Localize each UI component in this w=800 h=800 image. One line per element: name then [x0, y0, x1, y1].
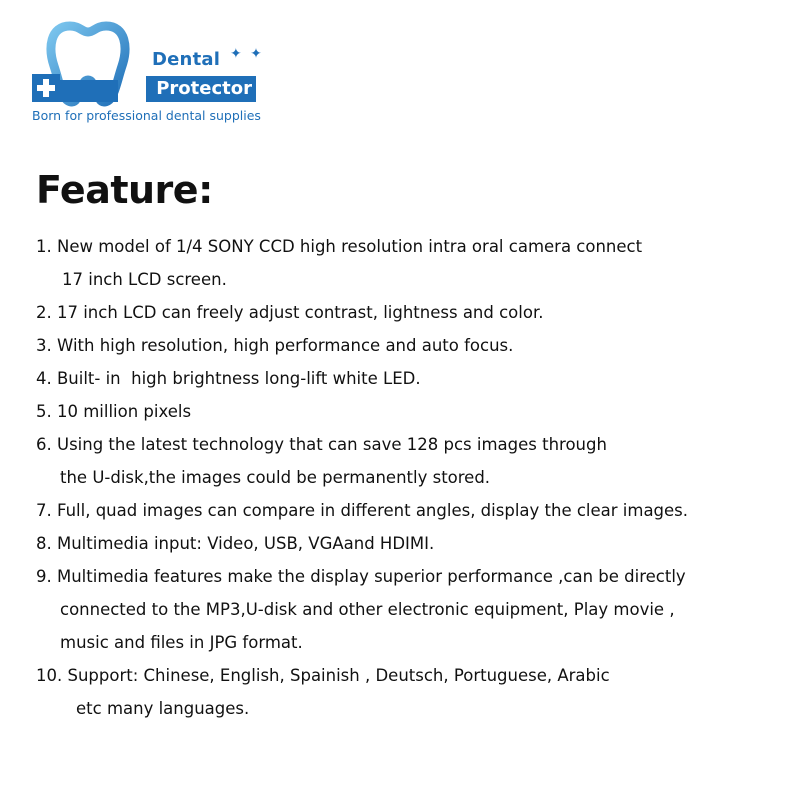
- feature-text: 1. New model of 1/4 SONY CCD high resolution intra oral camera connect: [36, 237, 643, 256]
- list-item: [36, 329, 786, 362]
- feature-text-continued: music and files in JPG format.: [60, 633, 303, 652]
- list-item: [36, 527, 786, 560]
- feature-text: 7. Full, quad images can compare in different angles, display the clear images.: [36, 501, 689, 520]
- feature-text: 3. With high resolution, high performance and auto focus.: [36, 336, 514, 355]
- feature-text-continued: 17 inch LCD screen.: [62, 270, 227, 289]
- list-item: [36, 560, 786, 659]
- brand-tagline: Born for professional dental supplies: [32, 108, 261, 123]
- list-item: [36, 230, 786, 296]
- brand-logo: [30, 18, 270, 128]
- sparkle-icon: ✦ ✦: [230, 46, 264, 62]
- list-item: [36, 494, 786, 527]
- feature-text-continued: etc many languages.: [76, 699, 250, 718]
- list-item: [36, 296, 786, 329]
- tooth-icon: [30, 18, 150, 108]
- page-title: Feature:: [36, 168, 213, 212]
- feature-text: 4. Built- in high brightness long-lift white LED.: [36, 369, 421, 388]
- list-item: [36, 659, 786, 725]
- feature-text: 9. Multimedia features make the display superior performance ,can be directly: [36, 567, 686, 586]
- feature-text: 5. 10 million pixels: [36, 402, 192, 421]
- list-item: [36, 428, 786, 494]
- feature-list: [36, 230, 786, 725]
- feature-text: 2. 17 inch LCD can freely adjust contrast, lightness and color.: [36, 303, 544, 322]
- list-item: [36, 362, 786, 395]
- feature-text-continued: connected to the MP3,U-disk and other electronic equipment, Play movie ,: [60, 600, 675, 619]
- brand-name-line2: Protector: [146, 76, 256, 102]
- list-item: [36, 395, 786, 428]
- feature-text-continued: the U-disk,the images could be permanently stored.: [60, 468, 491, 487]
- feature-text: 10. Support: Chinese, English, Spainish , Deutsch, Portuguese, Arabic: [36, 666, 610, 685]
- brand-name-line1: Dental: [152, 49, 221, 70]
- feature-text: 8. Multimedia input: Video, USB, VGAand HDIMI.: [36, 534, 435, 553]
- feature-text: 6. Using the latest technology that can save 128 pcs images through: [36, 435, 607, 454]
